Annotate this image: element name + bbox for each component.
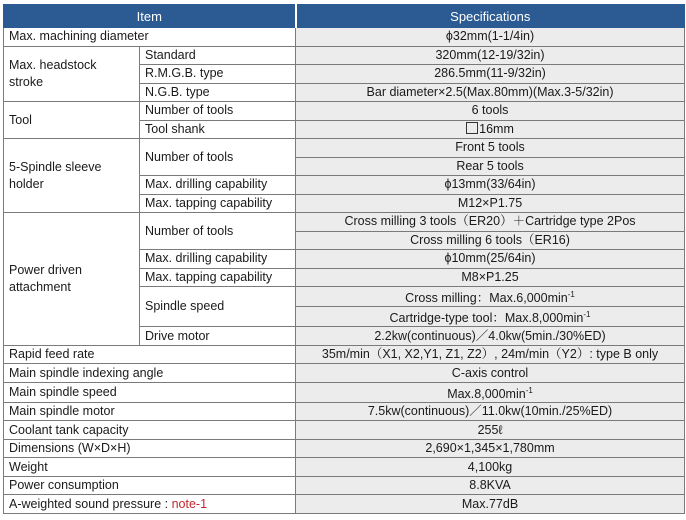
row-label: Rapid feed rate [4, 345, 296, 364]
row-value: 320mm(12-19/32in) [296, 46, 685, 65]
row-label: Coolant tank capacity [4, 421, 296, 440]
row-value: ϕ32mm(1-1/4in) [296, 28, 685, 47]
row-value: M12×P1.75 [296, 194, 685, 213]
row-label: Max. tapping capability [140, 194, 296, 213]
row-label: N.G.B. type [140, 83, 296, 102]
row-label: Number of tools [140, 139, 296, 176]
table-row [4, 213, 685, 232]
row-label: Standard [140, 46, 296, 65]
tool-shank-value: 16mm [479, 121, 514, 136]
specifications-header: Specifications [296, 5, 685, 28]
spec-table [3, 4, 685, 514]
table-row [4, 382, 685, 402]
spindle-speed-value-2: Cartridge-type tool：Max.8,000min [389, 311, 584, 326]
unit-superscript: -1 [525, 385, 533, 395]
table-row [4, 28, 685, 47]
note-reference: note-1 [171, 496, 208, 511]
table-row [4, 139, 685, 158]
square-shank-icon [466, 122, 478, 134]
table-row [4, 46, 685, 65]
table-row [4, 439, 685, 458]
row-label: Main spindle speed [4, 382, 296, 402]
table-row [4, 402, 685, 421]
sound-label: A-weighted sound pressure : [9, 496, 172, 511]
group-label: Max. headstock stroke [4, 46, 140, 102]
row-value: Cross milling 6 tools（ER16) [296, 231, 685, 250]
row-value: 35m/min（X1, X2,Y1, Z1, Z2）, 24m/min（Y2）: type B only [296, 345, 685, 364]
row-value: Rear 5 tools [296, 157, 685, 176]
row-label: Power consumption [4, 476, 296, 495]
row-label: Max. machining diameter [4, 28, 296, 47]
table-row [4, 495, 685, 514]
table-row [4, 458, 685, 477]
row-label: Max. drilling capability [140, 250, 296, 269]
row-value: Bar diameter×2.5(Max.80mm)(Max.3-5/32in) [296, 83, 685, 102]
row-value [296, 382, 685, 402]
row-value: 2.2kw(continuous)／4.0kw(5min./30%ED) [296, 327, 685, 346]
row-label: Drive motor [140, 327, 296, 346]
row-label: Max. tapping capability [140, 268, 296, 287]
row-label: Dimensions (W×D×H) [4, 439, 296, 458]
row-value: 7.5kw(continuous)／11.0kw(10min./25%ED) [296, 402, 685, 421]
table-row [4, 364, 685, 383]
row-label: Max. drilling capability [140, 176, 296, 195]
row-label: Number of tools [140, 102, 296, 121]
row-value: M8×P1.25 [296, 268, 685, 287]
unit-superscript: -1 [567, 290, 575, 299]
row-label: Spindle speed [140, 287, 296, 327]
group-label: Tool [4, 102, 140, 139]
main-speed-value: Max.8,000min [447, 386, 526, 401]
row-label: Weight [4, 458, 296, 477]
row-label [4, 495, 296, 514]
row-value: ϕ13mm(33/64in) [296, 176, 685, 195]
row-label: Main spindle indexing angle [4, 364, 296, 383]
row-value: C-axis control [296, 364, 685, 383]
row-label: Number of tools [140, 213, 296, 250]
item-header: Item [4, 5, 296, 28]
unit-superscript: -1 [583, 310, 591, 320]
row-value [296, 287, 685, 307]
row-value: 6 tools [296, 102, 685, 121]
row-label: R.M.G.B. type [140, 65, 296, 84]
row-value: 4,100kg [296, 458, 685, 477]
table-row [4, 421, 685, 440]
table-row [4, 476, 685, 495]
table-header [4, 5, 685, 28]
spindle-speed-value-1: Cross milling：Max.6,000min [405, 291, 568, 306]
row-value: Cross milling 3 tools（ER20）＋Cartridge type 2Pos [296, 213, 685, 232]
row-value: 255ℓ [296, 421, 685, 440]
row-value: 8.8KVA [296, 476, 685, 495]
group-label: 5-Spindle sleeve holder [4, 139, 140, 213]
row-value: Max.77dB [296, 495, 685, 514]
row-value [296, 307, 685, 327]
row-value: 286.5mm(11-9/32in) [296, 65, 685, 84]
row-label: Tool shank [140, 120, 296, 139]
row-value [296, 120, 685, 139]
row-value: Front 5 tools [296, 139, 685, 158]
group-label: Power driven attachment [4, 213, 140, 346]
row-value: ϕ10mm(25/64in) [296, 250, 685, 269]
row-value: 2,690×1,345×1,780mm [296, 439, 685, 458]
table-row [4, 102, 685, 121]
table-row [4, 345, 685, 364]
row-label: Main spindle motor [4, 402, 296, 421]
